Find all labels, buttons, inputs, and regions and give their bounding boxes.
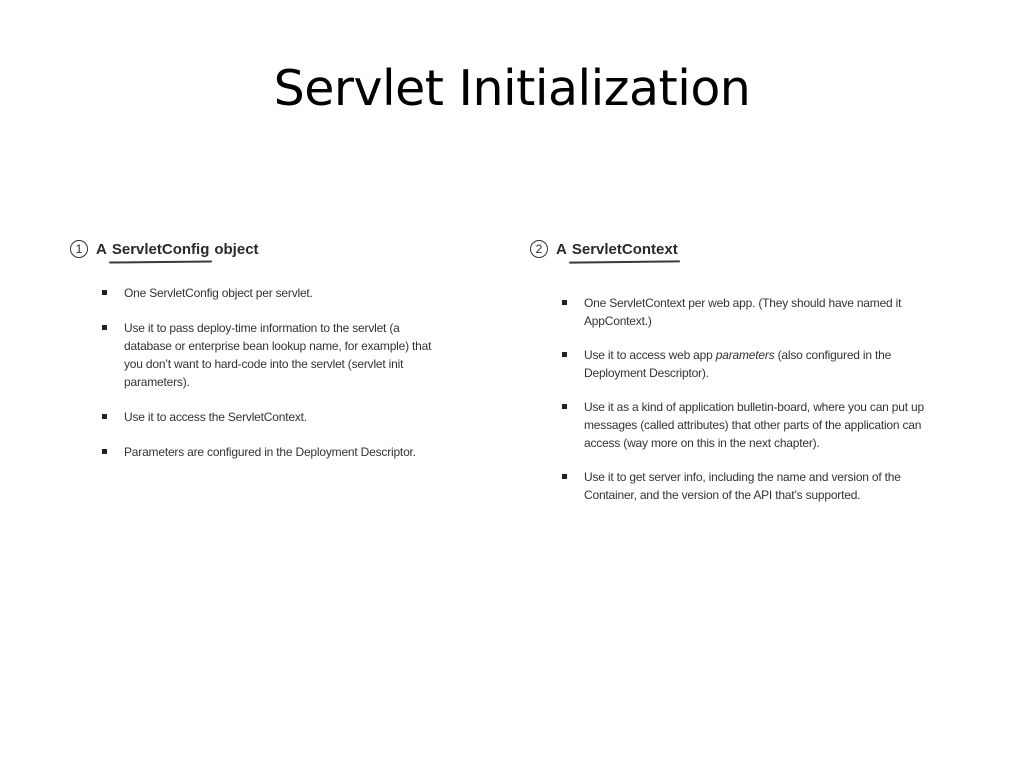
number-circle-icon: 2 bbox=[530, 240, 548, 258]
servlet-config-panel bbox=[70, 236, 440, 478]
heading-keyword: ServletContext bbox=[571, 240, 678, 258]
list-item: One ServletContext per web app. (They should have named it AppContext.) bbox=[560, 294, 925, 330]
heading-prefix: A bbox=[96, 240, 107, 258]
list-item-text: Use it to access web app bbox=[584, 348, 713, 362]
heading-prefix: A bbox=[556, 240, 567, 258]
list-item: Use it as a kind of application bulletin-board, where you can put up messages (called attributes) that other parts of the application can access (way more on this in the next chapter). bbox=[560, 398, 925, 452]
servlet-config-bullet-list bbox=[100, 284, 440, 461]
number-circle-icon: 1 bbox=[70, 240, 88, 258]
list-item: One ServletConfig object per servlet. bbox=[100, 284, 440, 302]
servlet-context-bullet-list bbox=[560, 294, 925, 504]
servlet-config-heading bbox=[70, 236, 440, 262]
list-item: Use it to access the ServletContext. bbox=[100, 408, 440, 426]
list-item: Parameters are configured in the Deployment Descriptor. bbox=[100, 443, 440, 461]
list-item: Use it to get server info, including the name and version of the Container, and the version of the API that’s supported. bbox=[560, 468, 925, 504]
list-item: Use it to pass deploy-time information to the servlet (a database or enterprise bean lookup name, for example) that you don’t want to hard-code into the servlet (servlet init parameters). bbox=[100, 319, 440, 391]
heading-keyword: ServletConfig bbox=[111, 240, 210, 258]
list-item-text: (also configured in the Deployment Descriptor). bbox=[584, 348, 892, 380]
servlet-context-panel bbox=[530, 236, 925, 520]
slide-title: Servlet Initialization bbox=[273, 60, 751, 117]
list-item bbox=[560, 346, 925, 382]
list-item-emphasis: parameters bbox=[715, 348, 775, 362]
servlet-context-heading bbox=[530, 236, 925, 262]
heading-suffix: object bbox=[214, 240, 259, 258]
